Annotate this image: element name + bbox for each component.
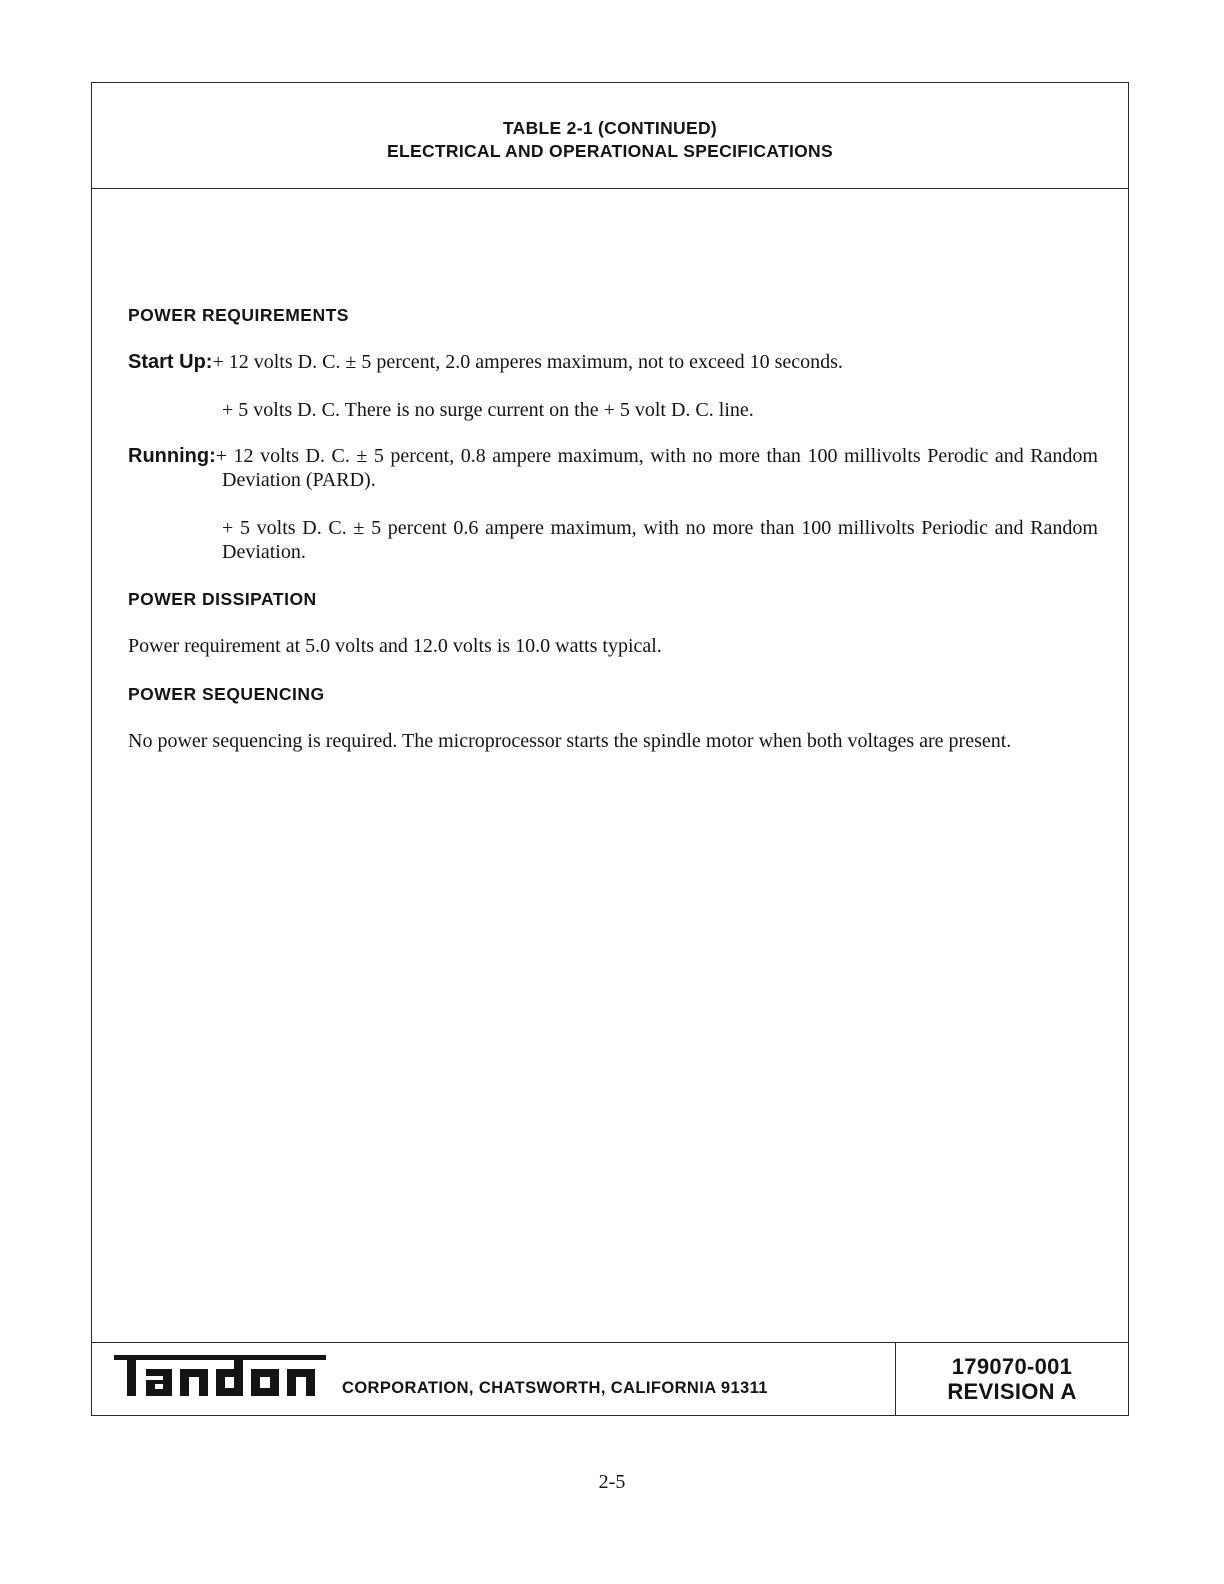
start-up-5v-text: + 5 volts D. C. There is no surge current on the + 5 volt D. C. line. [222, 399, 754, 421]
footer-document-cell [896, 1343, 1128, 1415]
running-text: + 12 volts D. C. ± 5 percent, 0.8 ampere maximum, with no more than 100 millivolts Perodic and Random Deviation (PARD). [215, 445, 1098, 491]
table-header [92, 83, 1128, 189]
power-sequencing-heading: POWER SEQUENCING [128, 684, 325, 704]
power-dissipation-text: Power requirement at 5.0 volts and 12.0 volts is 10.0 watts typical. [128, 635, 662, 657]
document-number: 179070-001 [951, 1354, 1073, 1379]
document-revision: REVISION A [947, 1379, 1077, 1404]
tandon-logo [114, 1355, 326, 1403]
table-title: TABLE 2-1 (CONTINUED) [502, 117, 718, 138]
table-footer [92, 1342, 1128, 1415]
power-requirements-heading: POWER REQUIREMENTS [128, 305, 349, 325]
power-dissipation-heading: POWER DISSIPATION [128, 589, 317, 609]
power-sequencing-text: No power sequencing is required. The microprocessor starts the spindle motor when both voltages are present. [128, 730, 1012, 752]
running-line [128, 444, 1098, 492]
table-subtitle: ELECTRICAL AND OPERATIONAL SPECIFICATIONS [387, 140, 833, 161]
running-5v-text: + 5 volts D. C. ± 5 percent 0.6 ampere maximum, with no more than 100 millivolts Periodic and Random Deviation. [222, 517, 1098, 563]
start-up-line [128, 350, 1098, 374]
start-up-label: Start Up: [128, 351, 213, 373]
running-label: Running: [128, 445, 216, 467]
footer-company-cell [92, 1343, 896, 1415]
spec-table-frame [91, 82, 1129, 1416]
corporation-address: CORPORATION, CHATSWORTH, CALIFORNIA 91311 [342, 1379, 768, 1397]
start-up-text: + 12 volts D. C. ± 5 percent, 2.0 amperes maximum, not to exceed 10 seconds. [212, 351, 843, 373]
page-number: 2-5 [598, 1471, 626, 1493]
